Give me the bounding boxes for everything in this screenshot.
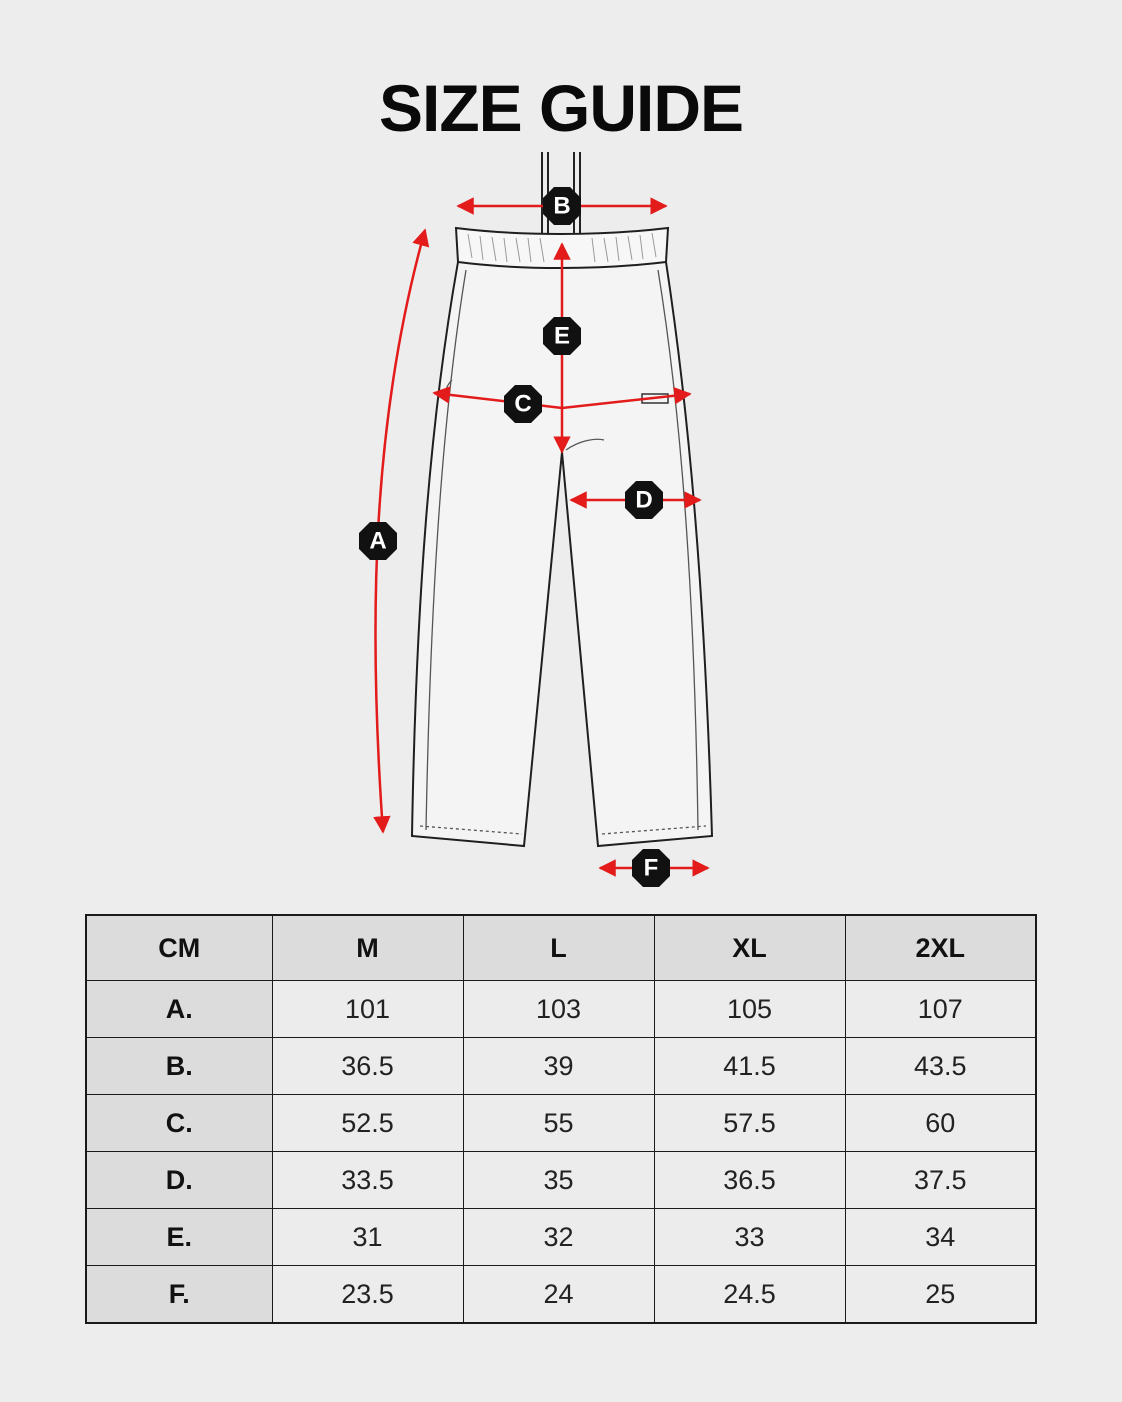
table-cell: 101: [272, 981, 463, 1038]
table-cell: 105: [654, 981, 845, 1038]
header-size-2xl: 2XL: [845, 915, 1036, 981]
table-cell: 52.5: [272, 1095, 463, 1152]
table-row: [86, 1209, 1036, 1266]
badge-f-label: F: [643, 854, 659, 882]
row-label: F.: [86, 1266, 272, 1324]
badge-d-label: D: [635, 486, 653, 514]
badge-b: [543, 187, 581, 225]
row-label: B.: [86, 1038, 272, 1095]
table-cell: 55: [463, 1095, 654, 1152]
row-label: E.: [86, 1209, 272, 1266]
table-cell: 33.5: [272, 1152, 463, 1209]
badge-c-label: C: [514, 390, 532, 418]
badge-c: [504, 385, 542, 423]
table-row: [86, 981, 1036, 1038]
table-cell: 31: [272, 1209, 463, 1266]
table-cell: 107: [845, 981, 1036, 1038]
table-cell: 43.5: [845, 1038, 1036, 1095]
page-title: SIZE GUIDE: [378, 71, 744, 145]
table-cell: 36.5: [272, 1038, 463, 1095]
badge-f: [632, 849, 670, 887]
header-size-xl: XL: [654, 915, 845, 981]
row-label: D.: [86, 1152, 272, 1209]
table-cell: 32: [463, 1209, 654, 1266]
table-cell: 57.5: [654, 1095, 845, 1152]
table-cell: 24: [463, 1266, 654, 1324]
table-cell: 36.5: [654, 1152, 845, 1209]
table-cell: 41.5: [654, 1038, 845, 1095]
table-row: [86, 1095, 1036, 1152]
table-row: [86, 1038, 1036, 1095]
table-cell: 39: [463, 1038, 654, 1095]
badge-d: [625, 481, 663, 519]
table-row: [86, 1266, 1036, 1324]
table-cell: 25: [845, 1266, 1036, 1324]
table-cell: 23.5: [272, 1266, 463, 1324]
table-cell: 33: [654, 1209, 845, 1266]
table-cell: 60: [845, 1095, 1036, 1152]
badge-e-label: E: [553, 322, 571, 350]
badge-b-label: B: [553, 192, 571, 220]
table-cell: 35: [463, 1152, 654, 1209]
badge-e: [543, 317, 581, 355]
badge-a: [359, 522, 397, 560]
header-size-m: M: [272, 915, 463, 981]
pants-diagram: [0, 140, 1122, 900]
header-unit: CM: [86, 915, 272, 981]
badge-a-label: A: [369, 527, 387, 555]
table-cell: 34: [845, 1209, 1036, 1266]
row-label: C.: [86, 1095, 272, 1152]
row-label: A.: [86, 981, 272, 1038]
table-cell: 37.5: [845, 1152, 1036, 1209]
table-cell: 24.5: [654, 1266, 845, 1324]
size-table: [85, 914, 1037, 1324]
table-header-row: [86, 915, 1036, 981]
table-cell: 103: [463, 981, 654, 1038]
header-size-l: L: [463, 915, 654, 981]
pants-diagram-svg: [0, 140, 1122, 900]
table-row: [86, 1152, 1036, 1209]
